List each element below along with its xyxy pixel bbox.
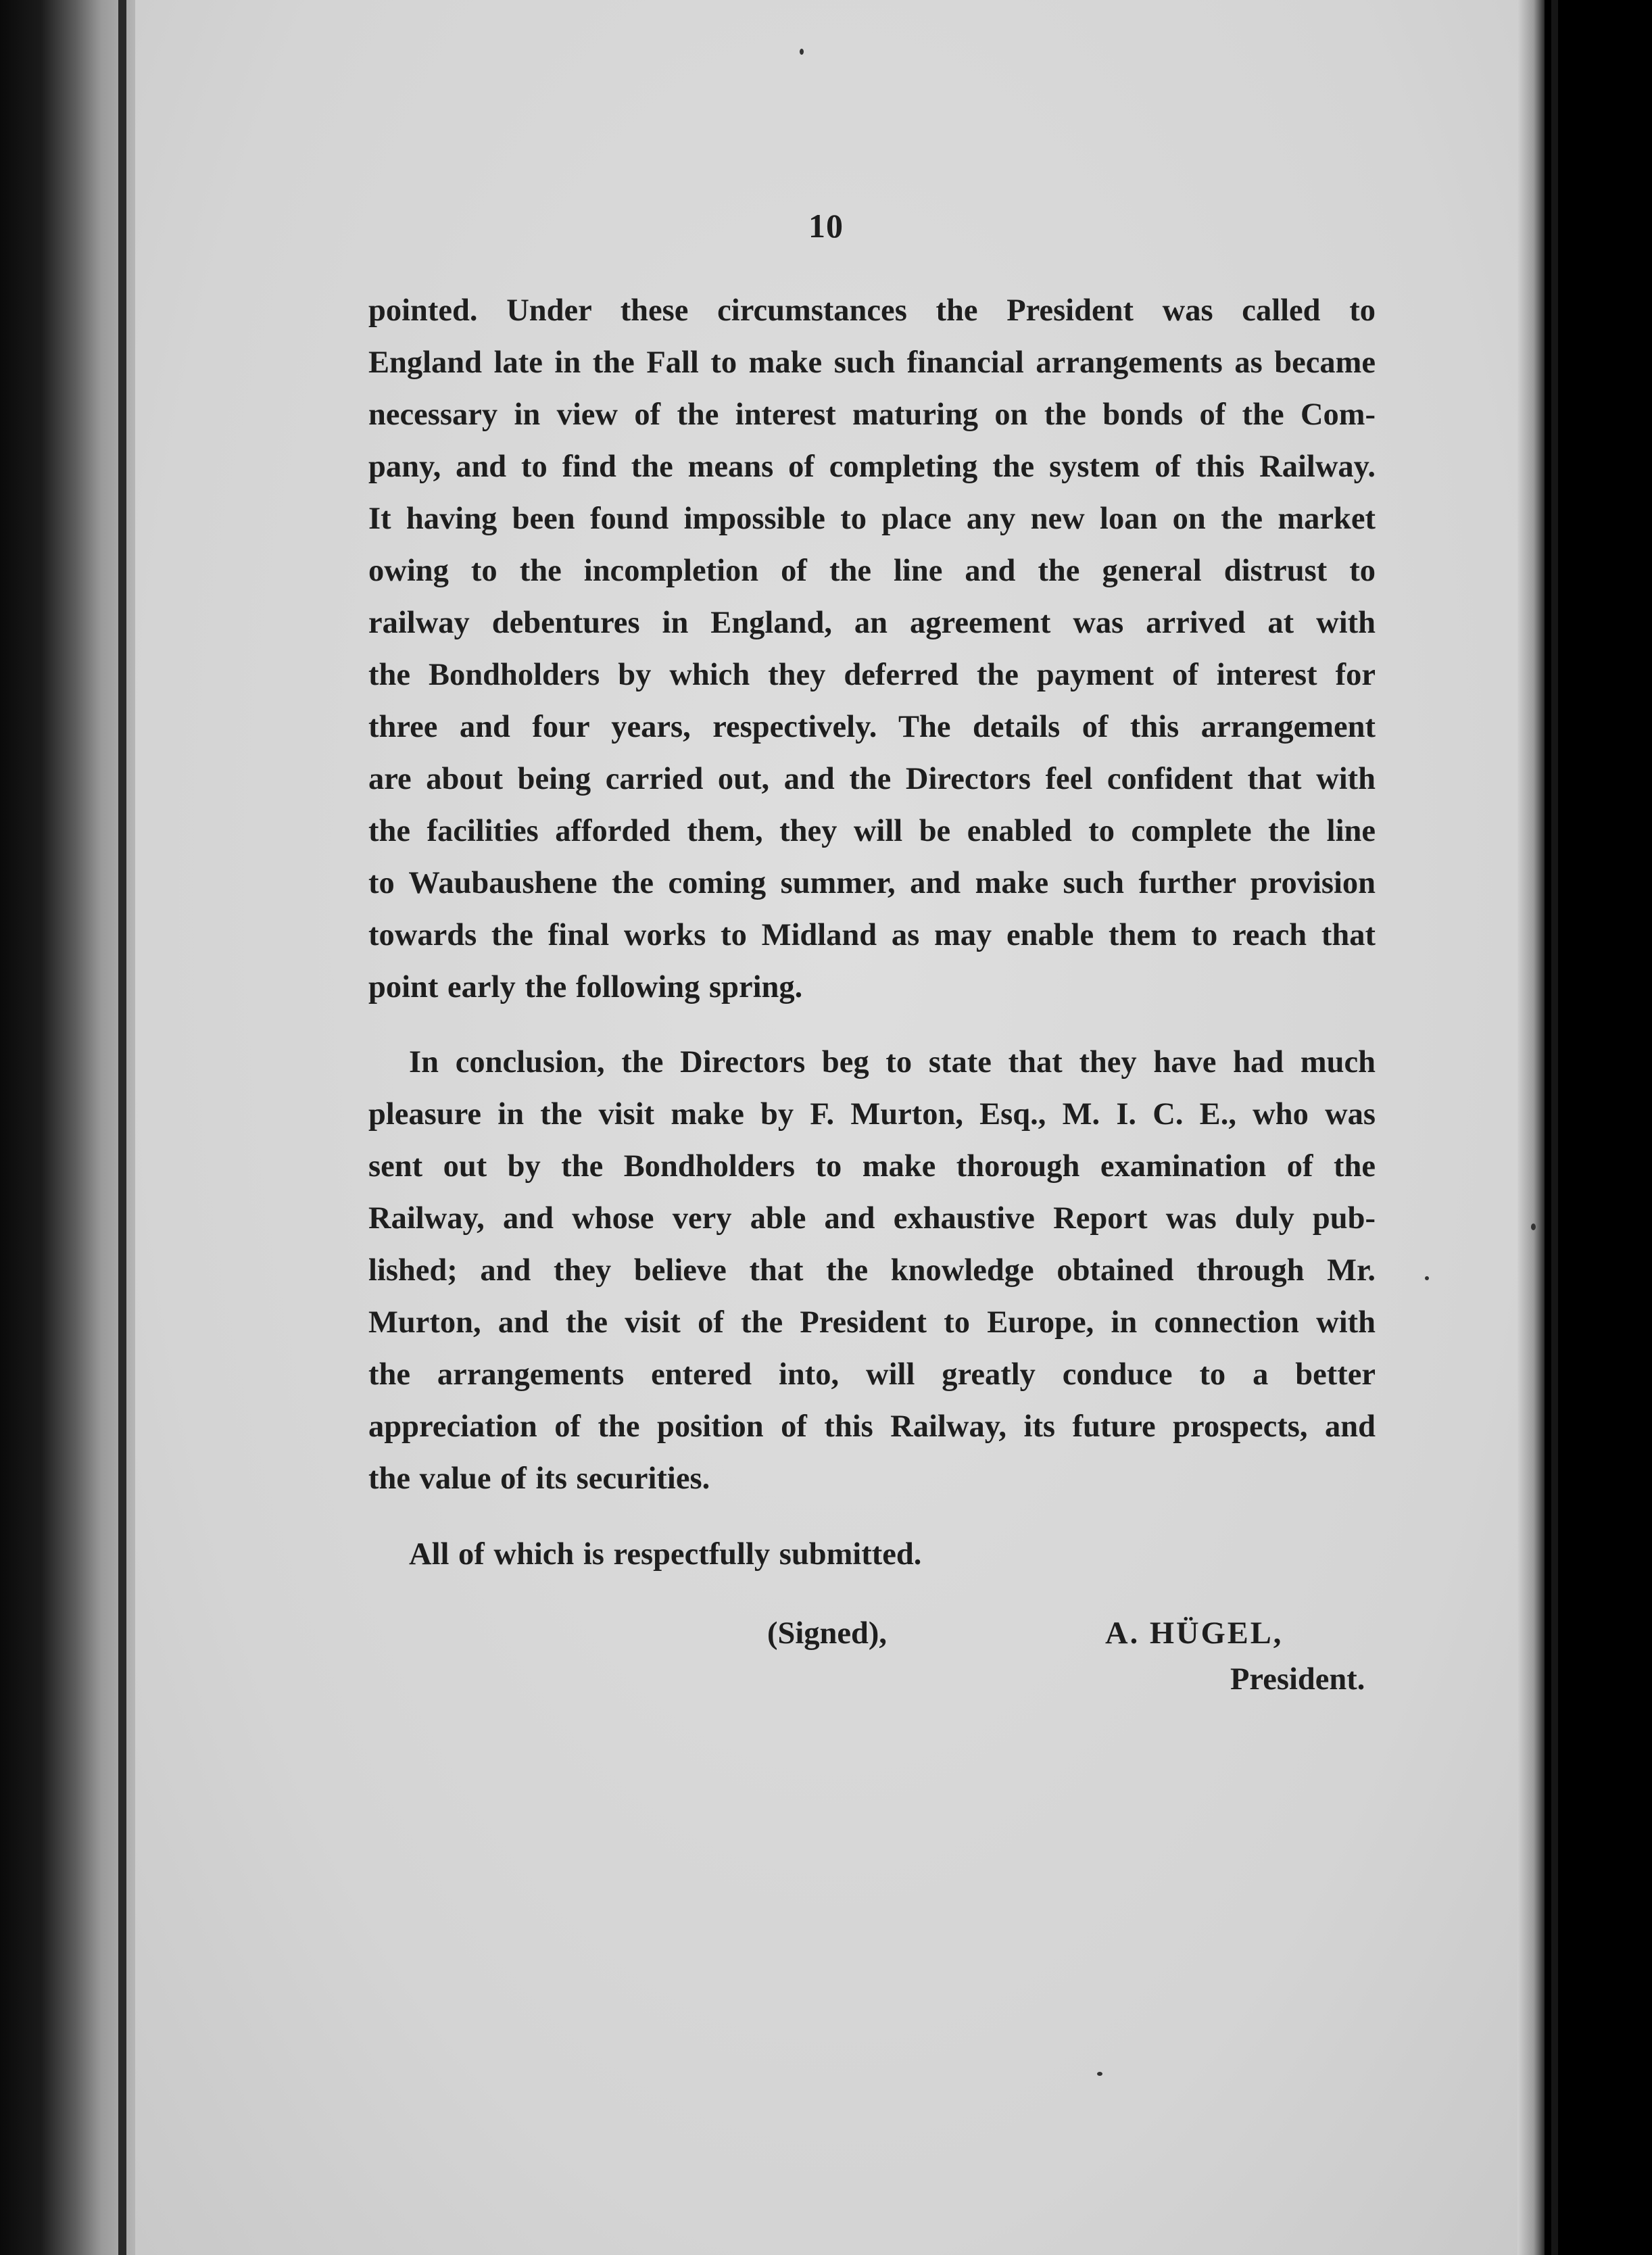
text-line: pany, and to find the means of completing the system of this Railway.: [368, 450, 1376, 484]
signer-name: A. HÜGEL,: [1105, 1616, 1284, 1651]
paragraph-conclusion: [368, 1036, 1376, 1505]
text-line: pointed. Under these circumstances the President was called to: [368, 293, 1376, 328]
text-line: Railway, and whose very able and exhaustive Report was duly pub-: [368, 1201, 1376, 1236]
text-line: sent out by the Bondholders to make thorough examination of the: [368, 1149, 1376, 1184]
text-line: the facilities afforded them, they will be enabled to complete the line: [368, 814, 1376, 848]
text-line: are about being carried out, and the Directors feel confident that with: [368, 762, 1376, 796]
text-line: appreciation of the position of this Railway, its future prospects, and: [368, 1409, 1376, 1444]
text-line: three and four years, respectively. The details of this arrangement: [368, 710, 1376, 744]
dust-speck: [800, 49, 804, 55]
page-right-edge: [1517, 0, 1545, 2255]
text-line: towards the final works to Midland as may enable them to reach that: [368, 918, 1376, 952]
text-line: owing to the incompletion of the line and the general distrust to: [368, 554, 1376, 588]
binding-shadow: [118, 0, 126, 2255]
scan-border-line: [1551, 0, 1558, 2255]
text-line: England late in the Fall to make such financial arrangements as became: [368, 345, 1376, 380]
text-line: All of which is respectfully submitted.: [409, 1537, 922, 1572]
paragraph-financial-arrangements: [368, 285, 1376, 1013]
dust-speck: [1531, 1223, 1536, 1230]
text-line: to Waubaushene the coming summer, and make such further provision: [368, 866, 1376, 900]
text-line: Murton, and the visit of the President to Europe, in connection with: [368, 1305, 1376, 1340]
binding-edge: [0, 0, 135, 2255]
text-line: the value of its securities.: [368, 1461, 710, 1496]
text-line: the Bondholders by which they deferred the payment of interest for: [368, 658, 1376, 692]
signer-title: President.: [1230, 1662, 1365, 1697]
signature-row: [368, 1607, 1376, 1659]
text-line: In conclusion, the Directors beg to state that they have had much: [409, 1045, 1376, 1080]
dust-speck: [1097, 2072, 1102, 2076]
text-line: railway debentures in England, an agreement was arrived at with: [368, 606, 1376, 640]
page-number: 10: [808, 207, 844, 245]
text-line: necessary in view of the interest maturing on the bonds of the Com-: [368, 397, 1376, 432]
text-line: the arrangements entered into, will greatly conduce to a better: [368, 1357, 1376, 1392]
text-line: It having been found impossible to place any new loan on the market: [368, 502, 1376, 536]
signed-label: (Signed),: [767, 1616, 887, 1651]
scan-border-right: [1545, 0, 1652, 2255]
dust-speck: [1425, 1276, 1429, 1280]
text-line: pleasure in the visit make by F. Murton, Esq., M. I. C. E., who was: [368, 1097, 1376, 1132]
text-line: lished; and they believe that the knowledge obtained through Mr.: [368, 1253, 1376, 1288]
text-line: point early the following spring.: [368, 970, 803, 1004]
paragraph-submission: [368, 1528, 1376, 1580]
